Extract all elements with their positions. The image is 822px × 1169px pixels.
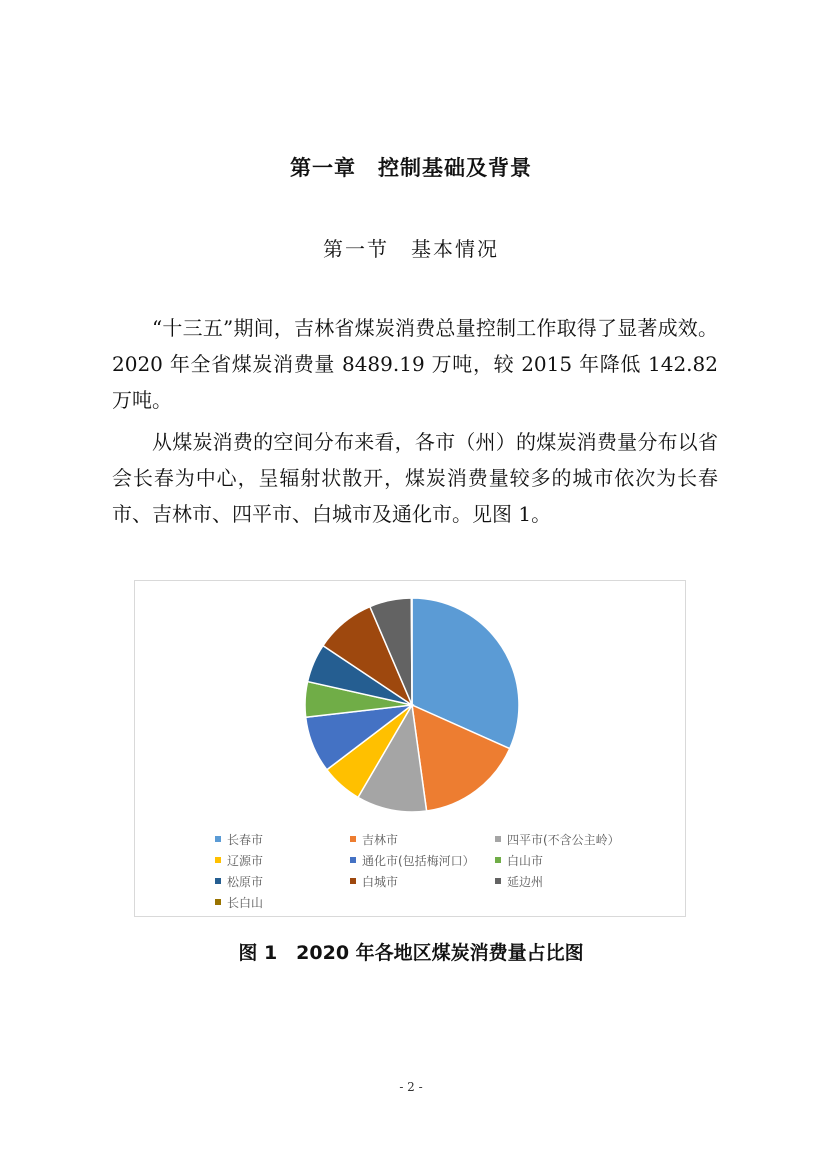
legend-swatch [350,836,356,842]
chapter-title: 第一章 控制基础及背景 [290,156,532,180]
legend-item [350,850,495,870]
figure-caption: 图 1 2020 年各地区煤炭消费量占比图 [238,942,584,964]
legend-label: 吉林市 [362,832,399,847]
legend-item [215,850,350,870]
section-title: 第一节 基本情况 [323,237,499,261]
legend-label: 辽源市 [227,853,264,868]
body-text [112,310,718,538]
legend-item [215,871,350,891]
legend-label: 白城市 [362,874,399,889]
legend-item [215,892,350,912]
legend-swatch [215,899,221,905]
legend-item [495,871,665,891]
pie-chart [135,581,687,821]
legend-label: 延边州 [507,874,544,889]
legend-label: 四平市(不含公主岭） [507,832,620,847]
legend-item [350,829,495,849]
page-number: - 2 - [399,1080,423,1094]
legend-label: 长白山 [227,895,264,910]
legend-item [495,829,665,849]
legend-swatch [215,857,221,863]
paragraph-2: 从煤炭消费的空间分布来看，各市（州）的煤炭消费量分布以省会长春为中心，呈辐射状散开，煤炭消费量较多的城市依次为长春市、吉林市、四平市、白城市及通化市。见图 1。 [112,430,718,526]
legend-swatch [215,878,221,884]
legend-label: 通化市(包括梅河口） [362,853,475,868]
legend-item [215,829,350,849]
pie-slice [411,598,412,705]
legend-label: 松原市 [227,874,264,889]
legend-swatch [495,878,501,884]
legend-swatch [215,836,221,842]
legend-swatch [495,857,501,863]
legend-swatch [350,878,356,884]
legend-label: 长春市 [227,832,264,847]
legend-swatch [350,857,356,863]
legend-swatch [495,836,501,842]
paragraph-1: “十三五”期间，吉林省煤炭消费总量控制工作取得了显著成效。2020 年全省煤炭消费量 8489.19 万吨，较 2015 年降低 142.82 万吨。 [112,316,718,412]
legend-item [495,850,665,870]
legend-item [350,871,495,891]
pie-chart-frame [134,580,686,917]
legend-label: 白山市 [507,853,544,868]
chart-legend [215,829,675,912]
